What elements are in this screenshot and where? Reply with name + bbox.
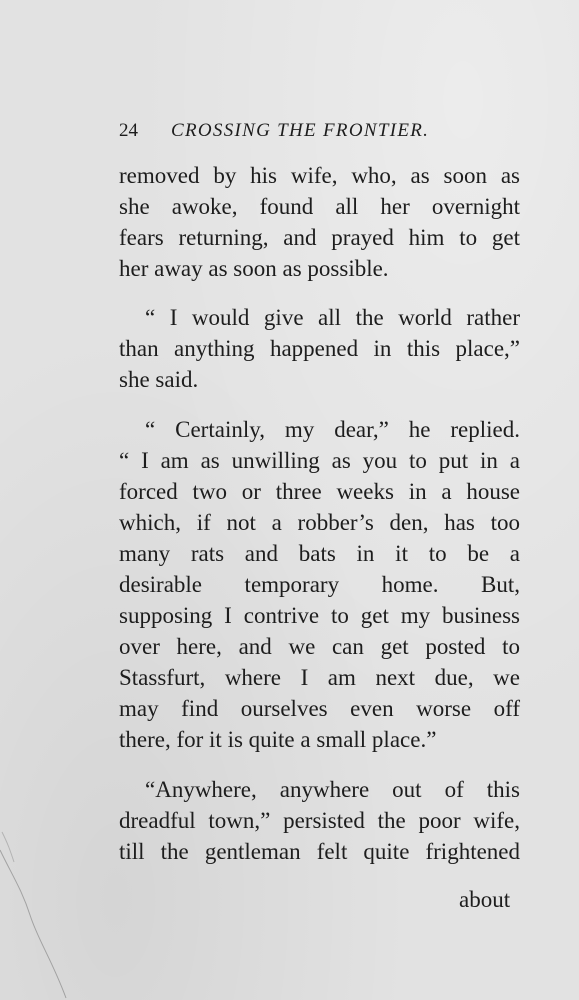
paragraph <box>119 414 520 755</box>
paragraph-spacer <box>119 284 520 302</box>
text-line: than anything happened in this place,” <box>119 336 520 361</box>
body-text <box>119 160 520 867</box>
page-number: 24 <box>119 120 138 141</box>
text-line: Stassfurt, where I am next due, we <box>119 665 520 690</box>
text-line: she awoke, found all her overnight <box>119 194 520 219</box>
text-line: “ I would give all the world rather <box>145 305 520 330</box>
running-title: CROSSING THE FRONTIER. <box>171 120 430 141</box>
text-line: “Anywhere, anywhere out of this <box>145 777 520 802</box>
catchword: about <box>459 887 511 912</box>
text-line: there, for it is quite a small place.” <box>119 727 437 752</box>
text-line: desirable temporary home. But, <box>119 572 520 597</box>
text-line: till the gentleman felt quite frightened <box>119 839 520 864</box>
paragraph <box>119 774 520 867</box>
text-line: many rats and bats in it to be a <box>119 541 520 566</box>
text-line: which, if not a robber’s den, has too <box>119 510 520 535</box>
text-line: dreadful town,” persisted the poor wife, <box>119 808 520 833</box>
running-head <box>119 116 519 146</box>
paragraph-spacer <box>119 755 520 774</box>
text-line: fears returning, and prayed him to get <box>119 225 520 250</box>
text-line: over here, and we can get posted to <box>119 634 520 659</box>
text-line: “ I am as unwilling as you to put in a <box>119 448 520 473</box>
text-line: may find ourselves even worse off <box>119 696 520 721</box>
paragraph <box>119 160 520 284</box>
paragraph-spacer <box>119 395 520 414</box>
text-line: “ Certainly, my dear,” he replied. <box>145 417 520 442</box>
text-line: forced two or three weeks in a house <box>119 479 520 504</box>
text-line: she said. <box>119 367 199 392</box>
text-line: removed by his wife, who, as soon as <box>119 163 520 188</box>
text-line: her away as soon as possible. <box>119 256 389 281</box>
paper-crease-mark <box>0 820 90 1000</box>
text-line: supposing I contrive to get my business <box>119 603 520 628</box>
paragraph <box>119 302 520 395</box>
